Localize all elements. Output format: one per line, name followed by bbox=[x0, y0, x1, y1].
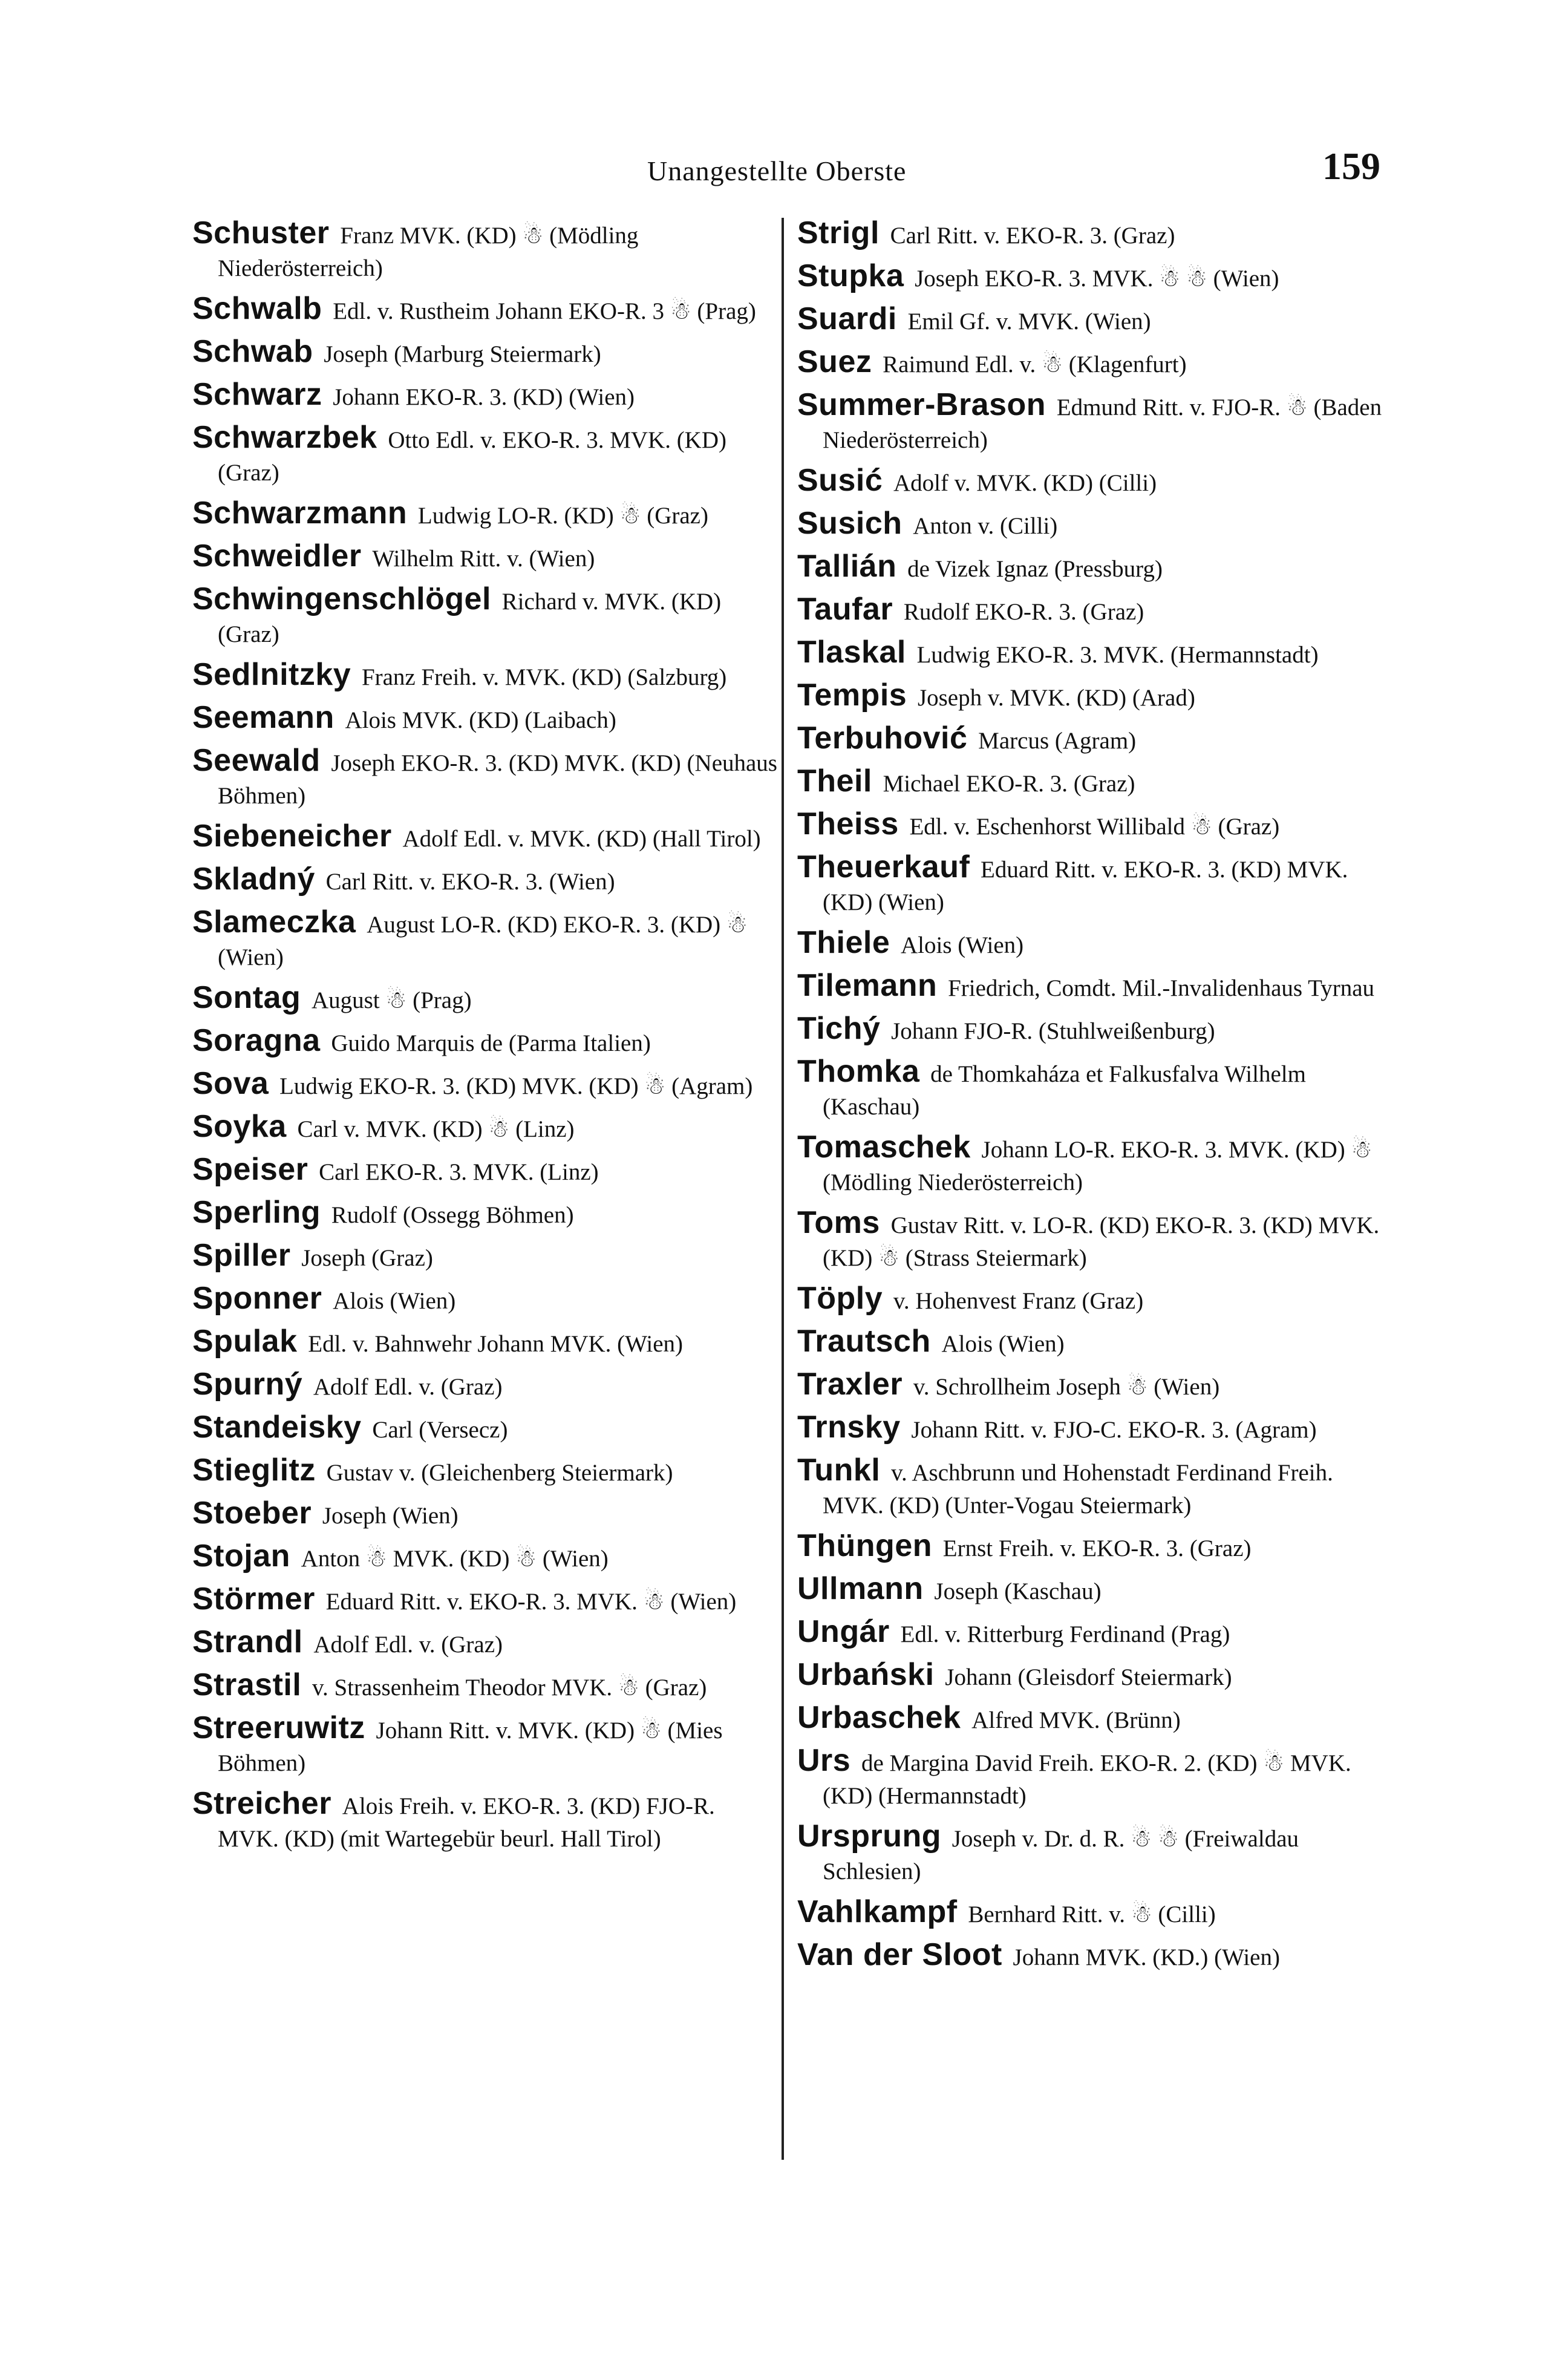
directory-entry bbox=[797, 1701, 1384, 1737]
entry-surname: Sperling bbox=[192, 1195, 321, 1230]
entry-details: Carl Ritt. v. EKO-R. 3. (Graz) bbox=[890, 223, 1175, 249]
directory-entry bbox=[192, 421, 779, 489]
entry-details: Carl EKO-R. 3. MVK. (Linz) bbox=[319, 1159, 599, 1185]
directory-entry bbox=[192, 906, 779, 974]
entry-details: Richard v. MVK. (KD) (Graz) bbox=[218, 589, 722, 647]
directory-entry bbox=[797, 765, 1384, 800]
entry-surname: Spiller bbox=[192, 1238, 291, 1273]
entry-surname: Tallián bbox=[797, 549, 897, 584]
directory-entry bbox=[797, 302, 1384, 338]
directory-entry bbox=[192, 378, 779, 414]
entry-details: Adolf v. MVK. (KD) (Cilli) bbox=[893, 470, 1157, 496]
directory-entry bbox=[797, 1325, 1384, 1361]
entry-details: Emil Gf. v. MVK. (Wien) bbox=[907, 309, 1151, 335]
entry-surname: Speiser bbox=[192, 1152, 308, 1187]
entry-details: Alois MVK. (KD) (Laibach) bbox=[345, 707, 616, 733]
directory-entry bbox=[192, 744, 779, 812]
entry-surname: Tlaskal bbox=[797, 635, 906, 670]
entry-surname: Töply bbox=[797, 1281, 883, 1316]
entry-details: Alois (Wien) bbox=[941, 1331, 1065, 1357]
entry-surname: Strandl bbox=[192, 1624, 303, 1659]
entry-details: Joseph (Kaschau) bbox=[934, 1578, 1102, 1604]
entry-details: Ludwig LO-R. (KD) ☃ (Graz) bbox=[417, 503, 708, 529]
entry-surname: Terbuhović bbox=[797, 721, 968, 756]
directory-entry bbox=[192, 1282, 779, 1318]
entry-surname: Theiss bbox=[797, 806, 899, 842]
directory-entry bbox=[797, 851, 1384, 919]
directory-entry bbox=[192, 1454, 779, 1489]
entry-surname: Streicher bbox=[192, 1786, 331, 1821]
entry-surname: Tichý bbox=[797, 1011, 881, 1046]
directory-entry bbox=[797, 1938, 1384, 1974]
entry-details: Anton v. (Cilli) bbox=[913, 513, 1058, 539]
directory-entry bbox=[797, 217, 1384, 252]
entry-details: Anton ☃ MVK. (KD) ☃ (Wien) bbox=[301, 1546, 609, 1572]
entry-details: Gustav v. (Gleichenberg Steiermark) bbox=[326, 1460, 673, 1486]
entry-surname: Stupka bbox=[797, 258, 904, 293]
entry-details: Franz Freih. v. MVK. (KD) (Salzburg) bbox=[361, 664, 727, 690]
entry-details: Edl. v. Rustheim Johann EKO-R. 3 ☃ (Prag) bbox=[333, 298, 756, 324]
directory-entry bbox=[797, 926, 1384, 962]
entry-details: de Thomkaháza et Falkusfalva Wilhelm (Kaschau) bbox=[823, 1061, 1306, 1120]
entry-surname: Störmer bbox=[192, 1581, 315, 1617]
directory-entry bbox=[797, 1282, 1384, 1318]
entry-surname: Suardi bbox=[797, 301, 897, 336]
entry-surname: Toms bbox=[797, 1205, 880, 1240]
directory-entry bbox=[192, 1540, 779, 1575]
entry-surname: Stoeber bbox=[192, 1496, 312, 1531]
entry-surname: Urbański bbox=[797, 1657, 935, 1692]
directory-entry bbox=[192, 1024, 779, 1060]
entry-details: Ludwig EKO-R. 3. MVK. (Hermannstadt) bbox=[916, 642, 1319, 668]
directory-entry bbox=[797, 1615, 1384, 1651]
directory-entry bbox=[797, 260, 1384, 295]
entry-surname: Tilemann bbox=[797, 968, 938, 1003]
entry-details: Guido Marquis de (Parma Italien) bbox=[331, 1030, 651, 1056]
entry-details: Carl v. MVK. (KD) ☃ (Linz) bbox=[297, 1116, 575, 1142]
column-divider bbox=[782, 218, 784, 2160]
entry-details: Gustav Ritt. v. LO-R. (KD) EKO-R. 3. (KD) MVK. (KD) ☃ (Strass Steiermark) bbox=[823, 1212, 1380, 1271]
entry-details: Johann Ritt. v. FJO-C. EKO-R. 3. (Agram) bbox=[911, 1417, 1317, 1443]
directory-entry bbox=[192, 658, 779, 694]
entry-surname: Vahlkampf bbox=[797, 1894, 958, 1929]
entry-details: v. Aschbrunn und Hohenstadt Ferdinand Freih. MVK. (KD) (Unter-Vogau Steiermark) bbox=[823, 1460, 1333, 1519]
entry-surname: Susić bbox=[797, 463, 883, 498]
entry-details: v. Hohenvest Franz (Graz) bbox=[893, 1288, 1144, 1314]
entry-details: Joseph (Graz) bbox=[301, 1245, 433, 1271]
entry-details: Bernhard Ritt. v. ☃ (Cilli) bbox=[968, 1901, 1216, 1927]
entry-surname: Schweidler bbox=[192, 538, 362, 574]
directory-entry bbox=[192, 1153, 779, 1189]
entry-details: Joseph v. MVK. (KD) (Arad) bbox=[917, 685, 1195, 711]
directory-entry bbox=[192, 1325, 779, 1361]
entry-details: Joseph EKO-R. 3. MVK. ☃ ☃ (Wien) bbox=[915, 266, 1279, 292]
entry-surname: Seemann bbox=[192, 700, 335, 735]
entry-details: Otto Edl. v. EKO-R. 3. MVK. (KD) (Graz) bbox=[218, 427, 727, 486]
directory-entry bbox=[797, 345, 1384, 381]
page-header bbox=[0, 144, 1557, 192]
entry-details: Ernst Freih. v. EKO-R. 3. (Graz) bbox=[942, 1535, 1252, 1561]
entry-surname: Theil bbox=[797, 763, 872, 799]
directory-entry bbox=[797, 679, 1384, 714]
entry-surname: Trautsch bbox=[797, 1324, 931, 1359]
directory-entry bbox=[797, 1454, 1384, 1522]
entry-details: de Margina David Freih. EKO-R. 2. (KD) ☃ MVK. (KD) (Hermannstadt) bbox=[823, 1750, 1351, 1809]
entry-details: Franz MVK. (KD) ☃ (Mödling Niederösterreich) bbox=[218, 223, 639, 281]
entry-surname: Tomaschek bbox=[797, 1130, 971, 1165]
directory-entry bbox=[192, 1711, 779, 1780]
entry-surname: Ursprung bbox=[797, 1819, 941, 1854]
entry-surname: Thüngen bbox=[797, 1528, 933, 1563]
directory-entry bbox=[797, 1529, 1384, 1565]
entry-details: Johann Ritt. v. MVK. (KD) ☃ (Mies Böhmen) bbox=[218, 1718, 723, 1776]
entry-surname: Schwarzmann bbox=[192, 495, 408, 531]
entry-surname: Susich bbox=[797, 506, 903, 541]
entry-details: Ludwig EKO-R. 3. (KD) MVK. (KD) ☃ (Agram) bbox=[279, 1073, 753, 1099]
entry-surname: Streeruwitz bbox=[192, 1710, 365, 1745]
entry-details: Michael EKO-R. 3. (Graz) bbox=[883, 771, 1135, 797]
entry-surname: Tunkl bbox=[797, 1453, 881, 1488]
entry-details: Edl. v. Ritterburg Ferdinand (Prag) bbox=[900, 1621, 1230, 1647]
directory-entry bbox=[192, 1411, 779, 1447]
directory-entry bbox=[797, 1131, 1384, 1199]
directory-entry bbox=[797, 636, 1384, 672]
directory-entry bbox=[797, 507, 1384, 543]
entry-details: August LO-R. (KD) EKO-R. 3. (KD) ☃ (Wien) bbox=[218, 912, 748, 970]
entry-surname: Schwalb bbox=[192, 291, 322, 326]
left-column bbox=[192, 217, 779, 1863]
directory-entry bbox=[192, 1239, 779, 1275]
entry-details: Carl (Versecz) bbox=[372, 1417, 508, 1443]
entry-details: Carl Ritt. v. EKO-R. 3. (Wien) bbox=[325, 869, 615, 895]
entry-surname: Traxler bbox=[797, 1367, 903, 1402]
directory-entry bbox=[797, 550, 1384, 586]
entry-details: Rudolf (Ossegg Böhmen) bbox=[331, 1202, 574, 1228]
entry-details: Eduard Ritt. v. EKO-R. 3. MVK. ☃ (Wien) bbox=[325, 1589, 737, 1615]
directory-entry bbox=[192, 335, 779, 371]
entry-details: Alois (Wien) bbox=[333, 1288, 456, 1314]
entry-details: v. Strassenheim Theodor MVK. ☃ (Graz) bbox=[312, 1675, 707, 1701]
directory-entry bbox=[797, 1012, 1384, 1048]
entry-details: de Vizek Ignaz (Pressburg) bbox=[907, 556, 1163, 582]
entry-surname: Theuerkauf bbox=[797, 849, 970, 884]
entry-details: Rudolf EKO-R. 3. (Graz) bbox=[903, 599, 1144, 625]
directory-entry bbox=[192, 1368, 779, 1404]
entry-surname: Schwarzbek bbox=[192, 420, 377, 455]
entry-details: Joseph (Wien) bbox=[322, 1503, 459, 1529]
directory-entry bbox=[192, 1669, 779, 1704]
directory-entry bbox=[192, 540, 779, 575]
entry-details: Joseph EKO-R. 3. (KD) MVK. (KD) (Neuhaus Böhmen) bbox=[218, 750, 777, 809]
entry-surname: Taufar bbox=[797, 592, 893, 627]
entry-details: Friedrich, Comdt. Mil.-Invalidenhaus Tyrnau bbox=[948, 975, 1375, 1001]
entry-surname: Siebeneicher bbox=[192, 819, 392, 854]
entry-details: v. Schrollheim Joseph ☃ (Wien) bbox=[913, 1374, 1220, 1400]
directory-entry bbox=[797, 1368, 1384, 1404]
directory-entry bbox=[192, 701, 779, 737]
directory-entry bbox=[797, 1055, 1384, 1123]
entry-surname: Spurný bbox=[192, 1367, 303, 1402]
directory-entry bbox=[797, 1820, 1384, 1888]
directory-entry bbox=[797, 808, 1384, 843]
entry-surname: Strigl bbox=[797, 215, 880, 250]
entry-details: Johann EKO-R. 3. (KD) (Wien) bbox=[333, 384, 635, 410]
directory-entry bbox=[192, 981, 779, 1017]
entry-details: Adolf Edl. v. MVK. (KD) (Hall Tirol) bbox=[402, 826, 761, 852]
directory-entry bbox=[797, 969, 1384, 1005]
entry-surname: Strastil bbox=[192, 1667, 302, 1702]
directory-entry bbox=[192, 820, 779, 855]
entry-details: Joseph (Marburg Steiermark) bbox=[324, 341, 601, 367]
entry-details: Marcus (Agram) bbox=[978, 728, 1137, 754]
entry-surname: Soragna bbox=[192, 1023, 321, 1058]
entry-details: Adolf Edl. v. (Graz) bbox=[313, 1374, 503, 1400]
directory-entry bbox=[192, 1626, 779, 1661]
entry-details: Edl. v. Eschenhorst Willibald ☃ (Graz) bbox=[909, 814, 1280, 840]
entry-surname: Soyka bbox=[192, 1109, 287, 1144]
entry-surname: Schuster bbox=[192, 215, 330, 250]
right-column bbox=[797, 217, 1384, 1981]
entry-details: Johann MVK. (KD.) (Wien) bbox=[1013, 1944, 1280, 1970]
entry-details: Adolf Edl. v. (Graz) bbox=[313, 1632, 503, 1658]
directory-entry bbox=[192, 583, 779, 651]
directory-entry bbox=[192, 1787, 779, 1855]
entry-details: Edmund Ritt. v. FJO-R. ☃ (Baden Niederösterreich) bbox=[823, 394, 1382, 453]
entry-surname: Ullmann bbox=[797, 1571, 924, 1606]
directory-entry bbox=[192, 1196, 779, 1232]
entry-surname: Sova bbox=[192, 1066, 269, 1101]
directory-entry bbox=[797, 1411, 1384, 1447]
directory-entry bbox=[797, 1572, 1384, 1608]
directory-entry bbox=[797, 1895, 1384, 1931]
directory-entry bbox=[192, 292, 779, 328]
entry-surname: Urs bbox=[797, 1743, 851, 1778]
entry-surname: Sedlnitzky bbox=[192, 657, 351, 692]
entry-surname: Schwingenschlögel bbox=[192, 581, 491, 616]
entry-details: Joseph v. Dr. d. R. ☃ ☃ (Freiwaldau Schlesien) bbox=[823, 1826, 1299, 1885]
entry-details: Edl. v. Bahnwehr Johann MVK. (Wien) bbox=[308, 1331, 684, 1357]
entry-surname: Sontag bbox=[192, 980, 301, 1015]
entry-surname: Urbaschek bbox=[797, 1700, 961, 1735]
entry-details: August ☃ (Prag) bbox=[311, 987, 472, 1013]
running-title: Unangestellte Oberste bbox=[647, 155, 907, 186]
entry-surname: Thiele bbox=[797, 925, 890, 960]
entry-surname: Trnsky bbox=[797, 1410, 901, 1445]
directory-entry bbox=[797, 1206, 1384, 1275]
directory-entry bbox=[192, 497, 779, 532]
entry-surname: Ungár bbox=[797, 1614, 890, 1649]
entry-surname: Skladný bbox=[192, 861, 315, 897]
entry-surname: Schwarz bbox=[192, 377, 322, 412]
directory-entry bbox=[797, 1658, 1384, 1694]
entry-details: Alfred MVK. (Brünn) bbox=[971, 1707, 1181, 1733]
entry-details: Johann LO-R. EKO-R. 3. MVK. (KD) ☃ (Mödling Niederösterreich) bbox=[823, 1137, 1373, 1195]
entry-surname: Schwab bbox=[192, 334, 313, 369]
directory-entry bbox=[192, 1497, 779, 1532]
directory-entry bbox=[797, 464, 1384, 500]
entry-surname: Van der Sloot bbox=[797, 1937, 1002, 1972]
directory-entry bbox=[797, 1744, 1384, 1813]
entry-surname: Summer-Brason bbox=[797, 387, 1046, 422]
entry-surname: Thomka bbox=[797, 1054, 920, 1089]
entry-surname: Spulak bbox=[192, 1324, 298, 1359]
entry-surname: Stojan bbox=[192, 1538, 290, 1574]
directory-entry bbox=[797, 722, 1384, 757]
directory-entry bbox=[192, 863, 779, 898]
directory-entry bbox=[192, 217, 779, 285]
entry-surname: Standeisky bbox=[192, 1410, 362, 1445]
entry-surname: Seewald bbox=[192, 743, 321, 778]
entry-details: Johann FJO-R. (Stuhlweißenburg) bbox=[891, 1018, 1215, 1044]
directory-entry bbox=[192, 1583, 779, 1618]
directory-entry bbox=[797, 593, 1384, 629]
entry-details: Alois Freih. v. EKO-R. 3. (KD) FJO-R. MVK. (KD) (mit Wartegebür beurl. Hall Tirol) bbox=[218, 1793, 715, 1852]
entry-details: Johann (Gleisdorf Steiermark) bbox=[945, 1664, 1232, 1690]
entry-surname: Suez bbox=[797, 344, 872, 379]
entry-surname: Slameczka bbox=[192, 904, 356, 940]
directory-entry bbox=[192, 1110, 779, 1146]
entry-surname: Tempis bbox=[797, 678, 907, 713]
page-number: 159 bbox=[1322, 145, 1380, 188]
entry-details: Alois (Wien) bbox=[901, 932, 1024, 958]
entry-surname: Sponner bbox=[192, 1281, 322, 1316]
entry-details: Eduard Ritt. v. EKO-R. 3. (KD) MVK. (KD) (Wien) bbox=[823, 857, 1348, 915]
entry-surname: Stieglitz bbox=[192, 1453, 316, 1488]
entry-details: Raimund Edl. v. ☃ (Klagenfurt) bbox=[883, 351, 1187, 378]
directory-entry bbox=[192, 1067, 779, 1103]
entry-details: Wilhelm Ritt. v. (Wien) bbox=[372, 546, 595, 572]
directory-entry bbox=[797, 388, 1384, 457]
